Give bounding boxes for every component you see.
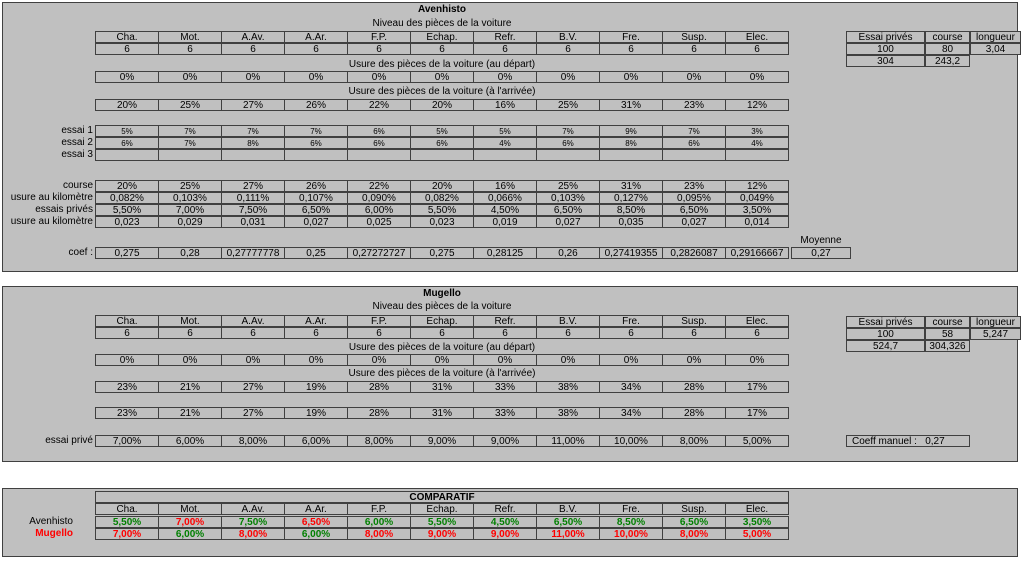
- cell-mot-: 6,00%: [158, 528, 222, 540]
- cell-b-v-: 25%: [536, 99, 600, 111]
- cell-f-p-: F.P.: [347, 31, 411, 43]
- cell-susp-: 0,027: [662, 216, 726, 228]
- cell-mot-: 7,00%: [158, 516, 222, 528]
- cell-a-av-: 27%: [221, 381, 285, 393]
- cell-a-ar-: 6: [284, 327, 348, 339]
- cell-fre-: Fre.: [599, 315, 663, 327]
- cell-fre-: 10,00%: [599, 435, 663, 447]
- side-headers-cell: course: [925, 316, 970, 328]
- cell-a-av-: 27%: [221, 99, 285, 111]
- avenhisto-niveau-label: Niveau des pièces de la voiture: [372, 18, 512, 29]
- cell-elec-: 0,014: [725, 216, 789, 228]
- cell-a-ar-: 7%: [284, 125, 348, 137]
- cell-cha-: 0%: [95, 71, 159, 83]
- cell-cha-: Cha.: [95, 503, 159, 515]
- cell-fre-: 0%: [599, 71, 663, 83]
- cell-a-av-: 27%: [221, 407, 285, 419]
- cell-fre-: 9%: [599, 125, 663, 137]
- cell-refr-: 9,00%: [473, 435, 537, 447]
- cell-refr-: Refr.: [473, 315, 537, 327]
- cell-refr-: 0,066%: [473, 192, 537, 204]
- comparatif-row-label: Avenhisto: [29, 516, 73, 527]
- cell-f-p-: 22%: [347, 99, 411, 111]
- cell-mot-: 6,00%: [158, 435, 222, 447]
- cell-mot-: 0,029: [158, 216, 222, 228]
- row-label: usure au kilomètre: [10, 216, 93, 227]
- cell-susp-: 23%: [662, 180, 726, 192]
- cell-fre-: 0,035: [599, 216, 663, 228]
- side-row2-cell: 524,7: [846, 340, 925, 352]
- cell-b-v-: 38%: [536, 407, 600, 419]
- cell-f-p-: 6: [347, 43, 411, 55]
- cell-echap-: 0,082%: [410, 192, 474, 204]
- cell-f-p-: 6,00%: [347, 516, 411, 528]
- side-row1-cell: 58: [925, 328, 970, 340]
- cell-a-ar-: 6,00%: [284, 435, 348, 447]
- coeff-manuel-value: 0,27: [925, 436, 945, 447]
- cell-a-av-: 6: [221, 327, 285, 339]
- side-row2-cell: 304: [846, 55, 925, 67]
- mugello-panel: [2, 286, 1018, 462]
- cell-a-ar-: 0%: [284, 71, 348, 83]
- cell-cha-: [95, 149, 159, 161]
- cell-echap-: Echap.: [410, 315, 474, 327]
- cell-b-v-: B.V.: [536, 315, 600, 327]
- cell-elec-: 0%: [725, 354, 789, 366]
- side-headers-cell: Essai privés: [846, 316, 925, 328]
- cell-fre-: 8%: [599, 137, 663, 149]
- cell-mot-: 0,28: [158, 247, 222, 259]
- cell-cha-: 5%: [95, 125, 159, 137]
- cell-a-av-: A.Av.: [221, 315, 285, 327]
- cell-cha-: 5,50%: [95, 516, 159, 528]
- cell-f-p-: 8,00%: [347, 435, 411, 447]
- cell-echap-: 20%: [410, 180, 474, 192]
- comparatif-panel: [2, 488, 1018, 557]
- cell-a-av-: 0,031: [221, 216, 285, 228]
- cell-f-p-: 22%: [347, 180, 411, 192]
- cell-cha-: 23%: [95, 407, 159, 419]
- cell-refr-: Refr.: [473, 503, 537, 515]
- cell-a-ar-: A.Ar.: [284, 31, 348, 43]
- cell-echap-: 20%: [410, 99, 474, 111]
- avenhisto-panel: [2, 2, 1018, 272]
- cell-echap-: 0,023: [410, 216, 474, 228]
- cell-elec-: Elec.: [725, 31, 789, 43]
- avenhisto-title: Avenhisto: [418, 4, 466, 15]
- cell-fre-: 0%: [599, 354, 663, 366]
- cell-mot-: 7,00%: [158, 204, 222, 216]
- side-row1-cell: 100: [846, 43, 925, 55]
- cell-mot-: 21%: [158, 407, 222, 419]
- cell-cha-: 20%: [95, 180, 159, 192]
- cell-susp-: [662, 149, 726, 161]
- cell-cha-: 5,50%: [95, 204, 159, 216]
- cell-susp-: 6,50%: [662, 516, 726, 528]
- cell-cha-: 23%: [95, 381, 159, 393]
- mugello-usure-arrivee-label: Usure des pièces de la voiture (à l'arrivée): [348, 368, 536, 379]
- cell-refr-: 4%: [473, 137, 537, 149]
- cell-b-v-: 7%: [536, 125, 600, 137]
- cell-a-av-: 7%: [221, 125, 285, 137]
- cell-f-p-: 0%: [347, 71, 411, 83]
- cell-a-ar-: 6,50%: [284, 516, 348, 528]
- cell-echap-: Echap.: [410, 31, 474, 43]
- cell-echap-: [410, 149, 474, 161]
- cell-refr-: 16%: [473, 99, 537, 111]
- cell-elec-: 4%: [725, 137, 789, 149]
- cell-f-p-: 8,00%: [347, 528, 411, 540]
- cell-refr-: 33%: [473, 381, 537, 393]
- cell-echap-: 31%: [410, 407, 474, 419]
- cell-b-v-: 0,103%: [536, 192, 600, 204]
- cell-b-v-: 25%: [536, 180, 600, 192]
- essai-prive-label: essai privé: [45, 435, 93, 446]
- row-label: course: [62, 180, 93, 191]
- cell-a-av-: 8,00%: [221, 435, 285, 447]
- cell-fre-: 8,50%: [599, 516, 663, 528]
- cell-susp-: 28%: [662, 381, 726, 393]
- cell-susp-: Susp.: [662, 503, 726, 515]
- cell-b-v-: 11,00%: [536, 528, 600, 540]
- cell-elec-: Elec.: [725, 315, 789, 327]
- cell-refr-: Refr.: [473, 31, 537, 43]
- cell-a-av-: 0%: [221, 71, 285, 83]
- mugello-title: Mugello: [423, 288, 461, 299]
- mugello-usure-depart-label: Usure des pièces de la voiture (au départ): [348, 342, 536, 353]
- cell-cha-: Cha.: [95, 31, 159, 43]
- cell-b-v-: 11,00%: [536, 435, 600, 447]
- cell-a-ar-: A.Ar.: [284, 315, 348, 327]
- cell-fre-: 0,27419355: [599, 247, 663, 259]
- avenhisto-usure-depart-label: Usure des pièces de la voiture (au départ): [348, 59, 536, 70]
- cell-refr-: 0%: [473, 354, 537, 366]
- cell-b-v-: B.V.: [536, 503, 600, 515]
- cell-a-ar-: 26%: [284, 99, 348, 111]
- cell-elec-: 0%: [725, 71, 789, 83]
- cell-susp-: 0,2826087: [662, 247, 726, 259]
- cell-fre-: 0,127%: [599, 192, 663, 204]
- cell-cha-: 0,275: [95, 247, 159, 259]
- cell-a-ar-: 0%: [284, 354, 348, 366]
- cell-mot-: Mot.: [158, 503, 222, 515]
- cell-b-v-: 6%: [536, 137, 600, 149]
- side-row1-cell: 3,04: [970, 43, 1021, 55]
- cell-echap-: 0%: [410, 71, 474, 83]
- cell-susp-: 6%: [662, 137, 726, 149]
- cell-echap-: 31%: [410, 381, 474, 393]
- cell-cha-: 0,023: [95, 216, 159, 228]
- cell-mot-: 7%: [158, 125, 222, 137]
- cell-refr-: 0,28125: [473, 247, 537, 259]
- cell-a-ar-: 6,00%: [284, 528, 348, 540]
- cell-echap-: 0,275: [410, 247, 474, 259]
- side-headers-cell: Essai privés: [846, 31, 925, 43]
- cell-b-v-: 0%: [536, 71, 600, 83]
- cell-mot-: 6: [158, 43, 222, 55]
- cell-cha-: 7,00%: [95, 528, 159, 540]
- cell-susp-: Susp.: [662, 315, 726, 327]
- cell-b-v-: [536, 149, 600, 161]
- side-row1-cell: 100: [846, 328, 925, 340]
- cell-refr-: 16%: [473, 180, 537, 192]
- cell-a-av-: 0%: [221, 354, 285, 366]
- comparatif-title: COMPARATIF: [95, 491, 789, 503]
- cell-mot-: 0%: [158, 354, 222, 366]
- cell-b-v-: 6: [536, 327, 600, 339]
- cell-elec-: 3%: [725, 125, 789, 137]
- cell-f-p-: [347, 149, 411, 161]
- cell-a-av-: [221, 149, 285, 161]
- cell-echap-: 6%: [410, 137, 474, 149]
- cell-susp-: 0%: [662, 354, 726, 366]
- cell-refr-: 0%: [473, 71, 537, 83]
- cell-b-v-: 38%: [536, 381, 600, 393]
- cell-susp-: 0,095%: [662, 192, 726, 204]
- cell-refr-: 33%: [473, 407, 537, 419]
- cell-fre-: 31%: [599, 99, 663, 111]
- cell-elec-: 0,29166667: [725, 247, 789, 259]
- cell-susp-: Susp.: [662, 31, 726, 43]
- cell-a-av-: 0,111%: [221, 192, 285, 204]
- side-row1-cell: 80: [925, 43, 970, 55]
- cell-refr-: [473, 149, 537, 161]
- avenhisto-usure-arrivee-label: Usure des pièces de la voiture (à l'arrivée): [348, 86, 536, 97]
- cell-refr-: 9,00%: [473, 528, 537, 540]
- cell-susp-: 0%: [662, 71, 726, 83]
- cell-susp-: 8,00%: [662, 528, 726, 540]
- cell-a-av-: A.Av.: [221, 503, 285, 515]
- cell-f-p-: 6%: [347, 125, 411, 137]
- cell-susp-: 6: [662, 327, 726, 339]
- cell-fre-: 34%: [599, 381, 663, 393]
- coeff-manuel-label: Coeff manuel :: [852, 436, 917, 447]
- cell-elec-: 12%: [725, 180, 789, 192]
- cell-mot-: 6: [158, 327, 222, 339]
- cell-fre-: 34%: [599, 407, 663, 419]
- cell-refr-: 6: [473, 43, 537, 55]
- cell-b-v-: 0,027: [536, 216, 600, 228]
- cell-susp-: 28%: [662, 407, 726, 419]
- cell-a-av-: 6: [221, 43, 285, 55]
- row-label: essais privés: [35, 204, 93, 215]
- cell-a-av-: 8%: [221, 137, 285, 149]
- cell-a-ar-: 0,107%: [284, 192, 348, 204]
- cell-elec-: Elec.: [725, 503, 789, 515]
- cell-fre-: [599, 149, 663, 161]
- cell-b-v-: 6,50%: [536, 204, 600, 216]
- cell-a-ar-: 0,25: [284, 247, 348, 259]
- cell-a-av-: 27%: [221, 180, 285, 192]
- cell-a-ar-: A.Ar.: [284, 503, 348, 515]
- cell-echap-: 9,00%: [410, 528, 474, 540]
- cell-echap-: 0%: [410, 354, 474, 366]
- cell-elec-: 5,00%: [725, 435, 789, 447]
- row-label: essai 2: [61, 137, 93, 148]
- cell-a-ar-: 0,027: [284, 216, 348, 228]
- cell-f-p-: 6: [347, 327, 411, 339]
- cell-f-p-: 0%: [347, 354, 411, 366]
- cell-a-av-: 0,27777778: [221, 247, 285, 259]
- cell-elec-: 3,50%: [725, 516, 789, 528]
- cell-a-ar-: 26%: [284, 180, 348, 192]
- cell-susp-: 8,00%: [662, 435, 726, 447]
- cell-a-ar-: 6: [284, 43, 348, 55]
- cell-refr-: 4,50%: [473, 516, 537, 528]
- cell-fre-: 6: [599, 327, 663, 339]
- cell-elec-: 0,049%: [725, 192, 789, 204]
- cell-cha-: 0%: [95, 354, 159, 366]
- row-label: essai 3: [61, 149, 93, 160]
- cell-cha-: Cha.: [95, 315, 159, 327]
- cell-mot-: Mot.: [158, 31, 222, 43]
- cell-fre-: 6: [599, 43, 663, 55]
- cell-f-p-: 6%: [347, 137, 411, 149]
- cell-a-ar-: 6,50%: [284, 204, 348, 216]
- cell-echap-: 5%: [410, 125, 474, 137]
- cell-elec-: 6: [725, 43, 789, 55]
- cell-a-ar-: [284, 149, 348, 161]
- cell-cha-: 6: [95, 327, 159, 339]
- cell-susp-: 6: [662, 43, 726, 55]
- cell-b-v-: 0,26: [536, 247, 600, 259]
- cell-a-av-: 7,50%: [221, 204, 285, 216]
- side-headers-cell: longueur: [970, 31, 1021, 43]
- cell-refr-: 6: [473, 327, 537, 339]
- coef-label: coef :: [68, 247, 93, 258]
- cell-echap-: Echap.: [410, 503, 474, 515]
- cell-b-v-: 0%: [536, 354, 600, 366]
- coeff-manuel-box: [846, 435, 970, 447]
- cell-fre-: 8,50%: [599, 204, 663, 216]
- cell-echap-: 9,00%: [410, 435, 474, 447]
- cell-cha-: 20%: [95, 99, 159, 111]
- cell-refr-: 4,50%: [473, 204, 537, 216]
- cell-cha-: 0,082%: [95, 192, 159, 204]
- cell-echap-: 6: [410, 327, 474, 339]
- cell-susp-: 23%: [662, 99, 726, 111]
- cell-a-av-: 7,50%: [221, 516, 285, 528]
- cell-mot-: 25%: [158, 99, 222, 111]
- cell-fre-: 31%: [599, 180, 663, 192]
- cell-fre-: 10,00%: [599, 528, 663, 540]
- cell-cha-: 6: [95, 43, 159, 55]
- cell-echap-: 6: [410, 43, 474, 55]
- row-label: usure au kilomètre: [10, 192, 93, 203]
- cell-f-p-: F.P.: [347, 503, 411, 515]
- side-headers-cell: course: [925, 31, 970, 43]
- cell-elec-: 17%: [725, 407, 789, 419]
- moyenne-value: 0,27: [791, 247, 851, 259]
- cell-b-v-: B.V.: [536, 31, 600, 43]
- cell-cha-: 6%: [95, 137, 159, 149]
- mugello-niveau-label: Niveau des pièces de la voiture: [372, 301, 512, 312]
- side-row2-cell: 243,2: [925, 55, 970, 67]
- moyenne-label: Moyenne: [800, 235, 842, 246]
- cell-elec-: 6: [725, 327, 789, 339]
- cell-fre-: Fre.: [599, 503, 663, 515]
- cell-mot-: [158, 149, 222, 161]
- cell-refr-: 0,019: [473, 216, 537, 228]
- cell-mot-: 0,103%: [158, 192, 222, 204]
- cell-f-p-: 6,00%: [347, 204, 411, 216]
- cell-b-v-: 6: [536, 43, 600, 55]
- cell-refr-: 5%: [473, 125, 537, 137]
- cell-elec-: 3,50%: [725, 204, 789, 216]
- cell-fre-: Fre.: [599, 31, 663, 43]
- cell-a-av-: A.Av.: [221, 31, 285, 43]
- cell-mot-: 25%: [158, 180, 222, 192]
- cell-f-p-: 28%: [347, 381, 411, 393]
- cell-mot-: 21%: [158, 381, 222, 393]
- cell-echap-: 5,50%: [410, 516, 474, 528]
- cell-elec-: 5,00%: [725, 528, 789, 540]
- cell-mot-: Mot.: [158, 315, 222, 327]
- cell-susp-: 6,50%: [662, 204, 726, 216]
- cell-a-av-: 8,00%: [221, 528, 285, 540]
- cell-a-ar-: 19%: [284, 381, 348, 393]
- comparatif-row-label: Mugello: [35, 528, 73, 539]
- side-row2-cell: 304,326: [925, 340, 970, 352]
- cell-f-p-: 0,090%: [347, 192, 411, 204]
- cell-f-p-: F.P.: [347, 315, 411, 327]
- cell-echap-: 5,50%: [410, 204, 474, 216]
- side-row1-cell: 5,247: [970, 328, 1021, 340]
- cell-mot-: 0%: [158, 71, 222, 83]
- cell-susp-: 7%: [662, 125, 726, 137]
- cell-a-ar-: 6%: [284, 137, 348, 149]
- cell-f-p-: 0,27272727: [347, 247, 411, 259]
- cell-b-v-: 6,50%: [536, 516, 600, 528]
- cell-elec-: 12%: [725, 99, 789, 111]
- cell-f-p-: 0,025: [347, 216, 411, 228]
- cell-mot-: 7%: [158, 137, 222, 149]
- cell-a-ar-: 19%: [284, 407, 348, 419]
- cell-elec-: [725, 149, 789, 161]
- cell-elec-: 17%: [725, 381, 789, 393]
- row-label: essai 1: [61, 125, 93, 136]
- cell-cha-: 7,00%: [95, 435, 159, 447]
- side-headers-cell: longueur: [970, 316, 1021, 328]
- cell-f-p-: 28%: [347, 407, 411, 419]
